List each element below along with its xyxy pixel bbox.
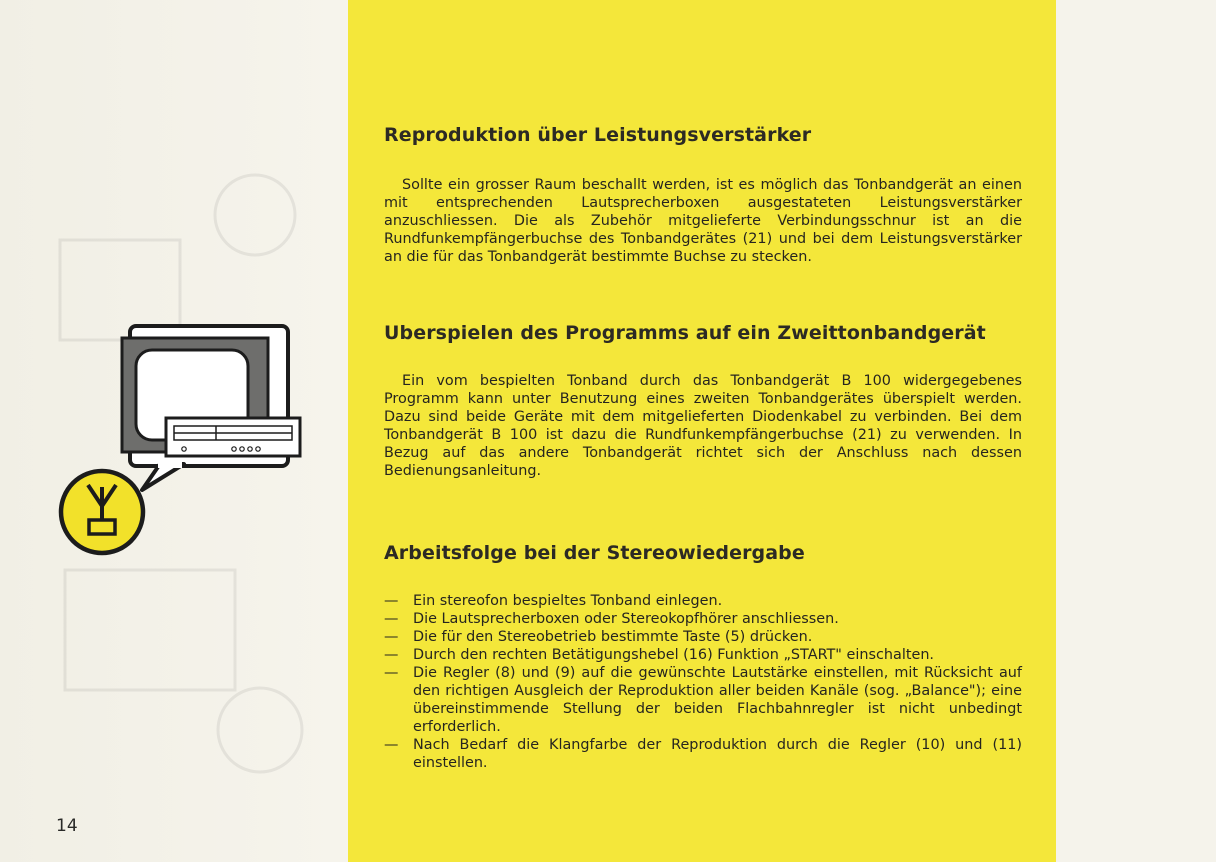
list-item: — Durch den rechten Betätigungshebel (16) Funktion „START" einschalten. xyxy=(384,646,1022,664)
right-margin xyxy=(1056,0,1216,862)
tv-and-tape-recorder-illustration xyxy=(56,322,306,558)
section-title: Reproduktion über Leistungsverstärker xyxy=(384,124,812,146)
list-item: — Die für den Stereobetrieb bestimmte Taste (5) drücken. xyxy=(384,628,1022,646)
section-zweittonbandgeraet xyxy=(384,322,1022,479)
section-paragraph: Ein vom bespielten Tonband durch das Tonbandgerät B 100 widergegebenes Programm kann unter Benutzung eines zweiten Tonbandgerätes überspielt werden. Dazu sind beide Geräte mit dem mitgelieferten Diodenkabel zu verbinden. Bei dem Tonbandgerät B 100 ist dazu die Rundfunkempfängerbuchse (21) zu verwenden. In Bezug auf das andere Tonbandgerät richtet sich der Anschluss nach dessen Bedienungsanleitung. xyxy=(384,373,1022,479)
list-item: — Ein stereofon bespieltes Tonband einlegen. xyxy=(384,592,1022,610)
section-title: Arbeitsfolge bei der Stereowiedergabe xyxy=(384,542,805,564)
television-icon xyxy=(122,326,288,490)
tape-recorder-icon xyxy=(166,418,300,456)
section-leistungsverstaerker xyxy=(384,124,1022,265)
steps-list xyxy=(384,592,1022,772)
list-item: — Die Lautsprecherboxen oder Stereokopfhörer anschliessen. xyxy=(384,610,1022,628)
section-paragraph: Sollte ein grosser Raum beschallt werden, ist es möglich das Tonbandgerät an einen mit entsprechenden Lautsprecherboxen ausgestateten Leistungsverstärker anzuschliessen. Die als Zubehör mitgelieferte Verbindungsschnur ist an die Rundfunkempfängerbuchse des Tonbandgerätes (21) und bei dem Leistungsverstärker an die für das Tonbandgerät bestimmte Buchse zu stecken. xyxy=(384,177,1022,265)
list-item: — Die Regler (8) und (9) auf die gewünschte Lautstärke einstellen, mit Rücksicht auf den richtigen Ausgleich der Reproduktion aller beiden Kanäle (sog. „Balance"); eine übereinstimmende Stellung der beiden Flachbahnregler ist nicht unbedingt erforderlich. xyxy=(384,664,1022,736)
list-item: — Nach Bedarf die Klangfarbe der Reproduktion durch die Regler (10) und (11) einstellen. xyxy=(384,736,1022,772)
section-stereowiedergabe xyxy=(384,542,1022,771)
page-number: 14 xyxy=(56,816,78,836)
section-title: Uberspielen des Programms auf ein Zweittonbandgerät xyxy=(384,322,986,344)
antenna-icon xyxy=(61,471,143,553)
